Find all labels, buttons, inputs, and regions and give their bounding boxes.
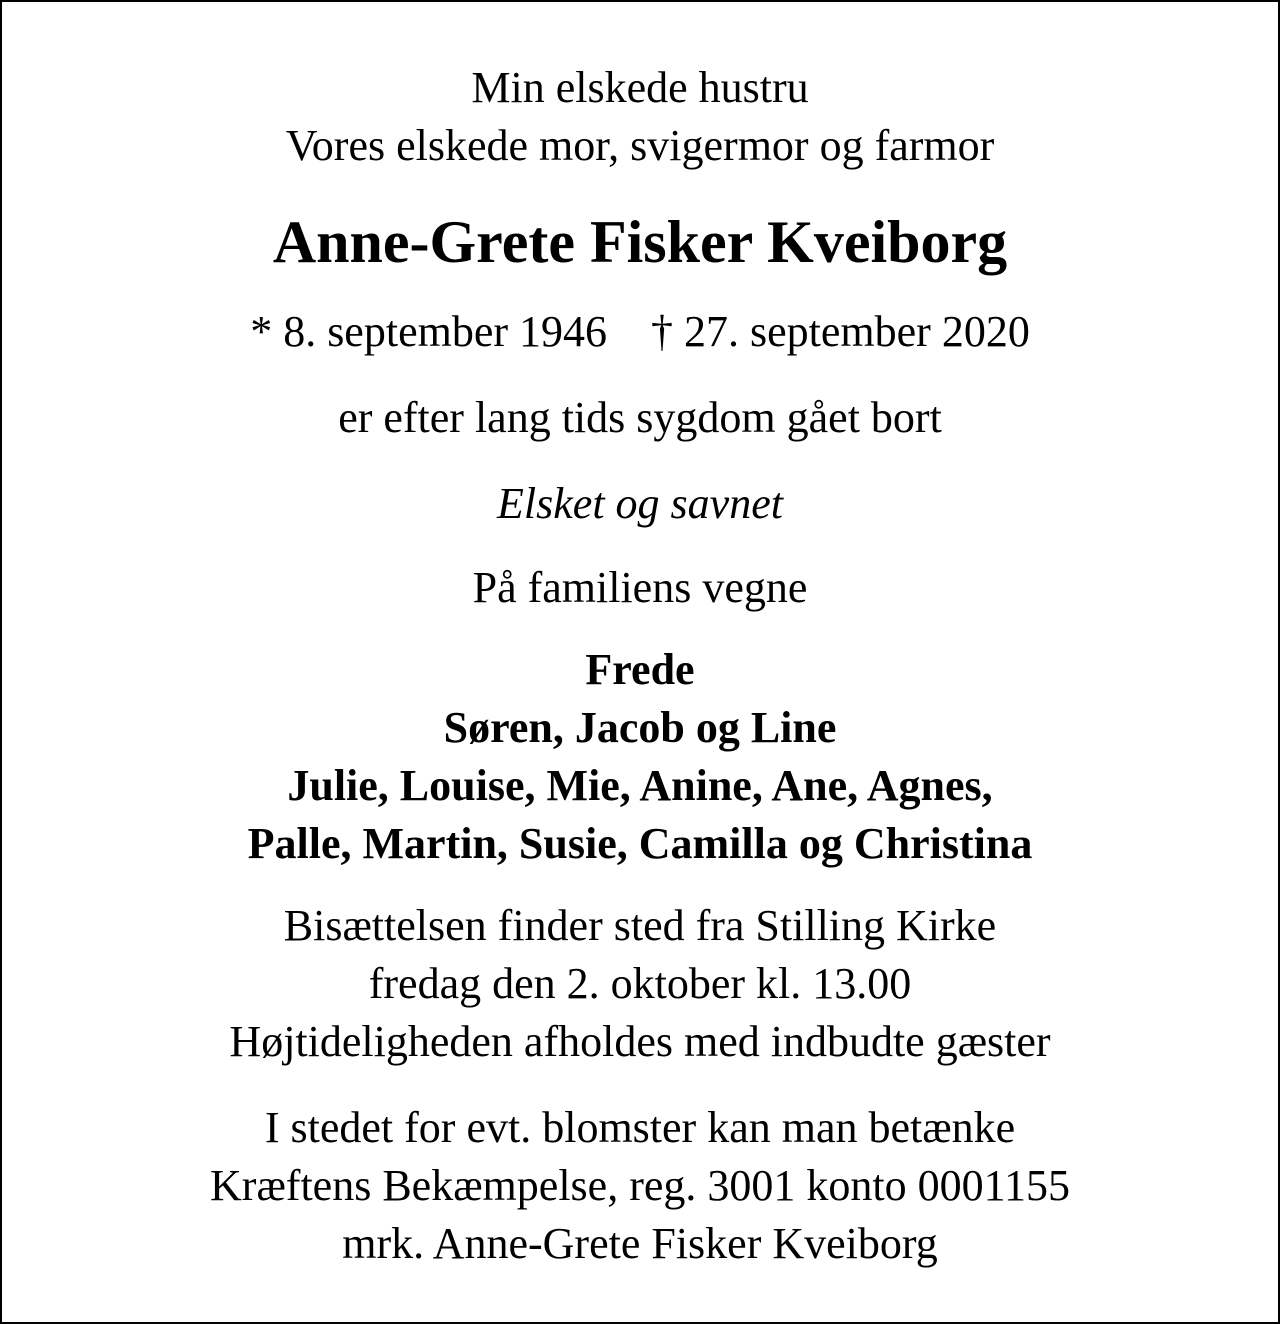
donation-line-1: I stedet for evt. blomster kan man betænke — [264, 1103, 1016, 1152]
intro-line-1: Min elskede hustru — [471, 63, 809, 112]
passed-away-text: er efter lang tids sygdom gået bort — [338, 393, 942, 442]
funeral-line-3: Højtideligheden afholdes med indbudte gæster — [229, 1017, 1051, 1066]
family-line-3: Julie, Louise, Mie, Anine, Ane, Agnes, — [287, 761, 993, 810]
birth-date: * 8. september 1946 — [250, 307, 607, 356]
family-line-1: Frede — [585, 645, 695, 694]
deceased-name: Anne-Grete Fisker Kveiborg — [272, 209, 1008, 275]
motto-text: Elsket og savnet — [497, 479, 783, 528]
family-line-2: Søren, Jacob og Line — [443, 703, 837, 752]
donation-line-2: Kræftens Bekæmpelse, reg. 3001 konto 0001155 — [210, 1161, 1070, 1210]
funeral-line-1: Bisættelsen finder sted fra Stilling Kirke — [283, 901, 997, 950]
funeral-line-2: fredag den 2. oktober kl. 13.00 — [368, 959, 912, 1008]
intro-line-2: Vores elskede mor, svigermor og farmor — [285, 121, 995, 170]
on-behalf-text: På familiens vegne — [472, 563, 808, 612]
death-date: † 27. september 2020 — [651, 307, 1030, 356]
family-line-4: Palle, Martin, Susie, Camilla og Christina — [247, 819, 1033, 868]
life-dates — [2, 307, 1278, 356]
donation-line-3: mrk. Anne-Grete Fisker Kveiborg — [342, 1219, 938, 1268]
